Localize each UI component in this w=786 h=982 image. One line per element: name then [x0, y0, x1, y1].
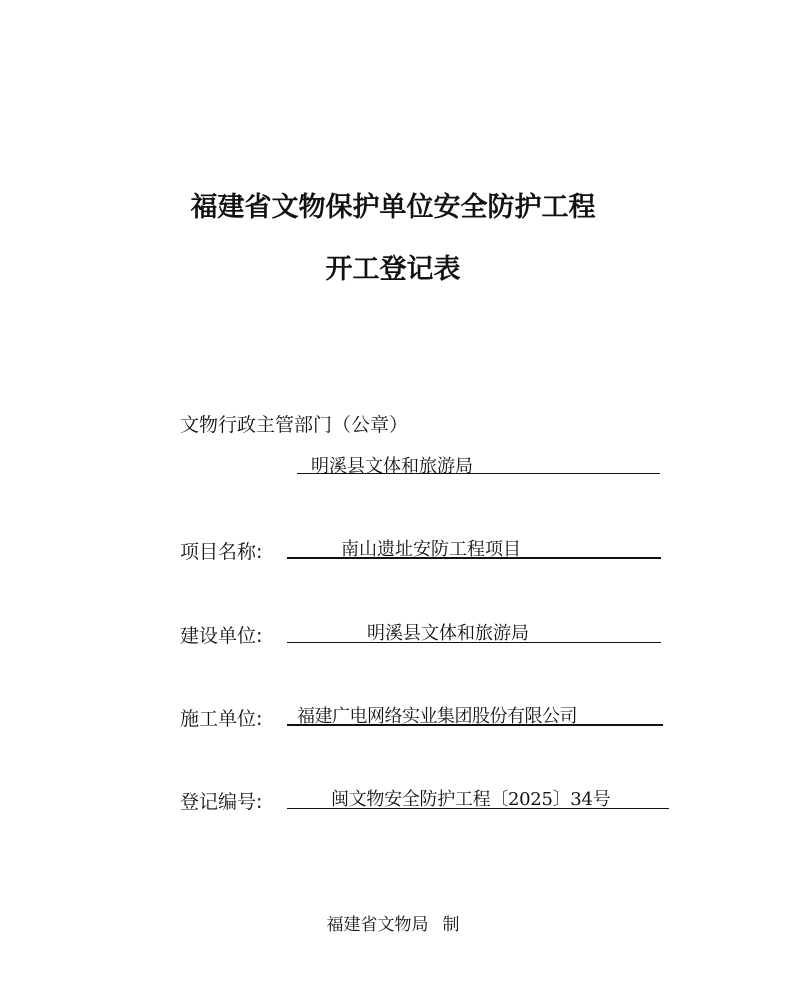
- contractor-value: 福建广电网络实业集团股份有限公司: [287, 702, 663, 726]
- department-value: 明溪县文体和旅游局: [297, 452, 660, 474]
- document-title: 福建省文物保护单位安全防护工程: [190, 192, 596, 223]
- registration-number-value: 闽文物安全防护工程〔2025〕34号: [287, 785, 669, 809]
- document-subtitle: 开工登记表: [325, 254, 461, 285]
- project-name-label: 项目名称:: [180, 541, 263, 563]
- department-label: 文物行政主管部门（公章）: [180, 414, 409, 436]
- builder-label: 建设单位:: [180, 625, 263, 647]
- builder-value: 明溪县文体和旅游局: [287, 619, 661, 643]
- issuer-name: 福建省文物局: [326, 915, 429, 935]
- project-name-value: 南山遗址安防工程项目: [287, 535, 661, 559]
- issuer-suffix: 制: [442, 915, 460, 935]
- issuer-footer: [0, 910, 786, 935]
- registration-number-label: 登记编号:: [180, 791, 263, 813]
- contractor-label: 施工单位:: [180, 708, 263, 730]
